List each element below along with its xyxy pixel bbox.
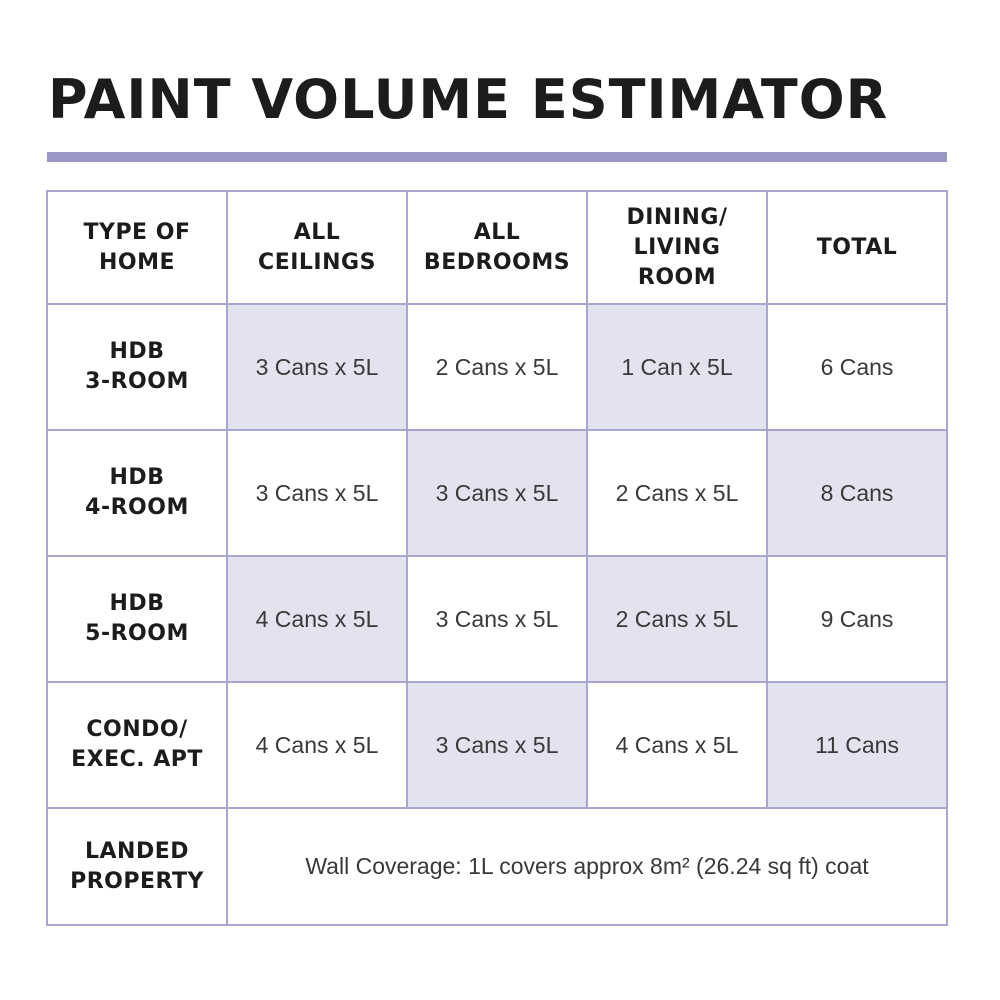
- cell-ceilings: 4 Cans x 5L: [227, 556, 407, 682]
- row-label-line: 5-ROOM: [85, 621, 189, 646]
- cell-dining-living: 1 Can x 5L: [587, 304, 767, 430]
- row-label-line: HDB: [109, 465, 165, 490]
- cell-bedrooms: 2 Cans x 5L: [407, 304, 587, 430]
- table-row-condo-exec-apt: [47, 682, 947, 808]
- header-line: TOTAL: [816, 234, 898, 260]
- row-label-line: 3-ROOM: [85, 369, 189, 394]
- cell-dining-living: 2 Cans x 5L: [587, 556, 767, 682]
- header-line: HOME: [98, 249, 176, 275]
- cell-total: 9 Cans: [767, 556, 947, 682]
- row-label-hdb-4-room: [47, 430, 227, 556]
- cell-bedrooms: 3 Cans x 5L: [407, 682, 587, 808]
- cell-dining-living: 2 Cans x 5L: [587, 430, 767, 556]
- title-underline: [47, 152, 947, 162]
- row-label-line: HDB: [109, 591, 165, 616]
- table-row-landed-property: [47, 808, 947, 925]
- header-all-ceilings: [227, 191, 407, 304]
- cell-bedrooms: 3 Cans x 5L: [407, 430, 587, 556]
- row-label-line: 4-ROOM: [85, 495, 189, 520]
- header-line: BEDROOMS: [423, 249, 571, 275]
- header-row: [47, 191, 947, 304]
- cell-dining-living: 4 Cans x 5L: [587, 682, 767, 808]
- cell-ceilings: 3 Cans x 5L: [227, 304, 407, 430]
- page-title: PAINT VOLUME ESTIMATOR: [48, 68, 889, 131]
- table-row-hdb-5-room: [47, 556, 947, 682]
- header-line: DINING/: [626, 204, 728, 230]
- header-all-bedrooms: [407, 191, 587, 304]
- row-label-hdb-3-room: [47, 304, 227, 430]
- row-label-line: LANDED: [84, 838, 189, 864]
- wall-coverage-note: Wall Coverage: 1L covers approx 8m² (26.24 sq ft) coat: [227, 808, 947, 925]
- header-dining-living-room: [587, 191, 767, 304]
- header-line: ALL: [473, 219, 521, 245]
- header-line: ALL: [293, 219, 341, 245]
- paint-estimator-table: [46, 190, 948, 926]
- cell-total: 11 Cans: [767, 682, 947, 808]
- header-line: ROOM: [637, 264, 717, 290]
- header-line: CEILINGS: [258, 249, 376, 275]
- row-label-line: PROPERTY: [70, 868, 204, 894]
- header-total: [767, 191, 947, 304]
- cell-bedrooms: 3 Cans x 5L: [407, 556, 587, 682]
- header-line: TYPE OF: [83, 219, 191, 245]
- row-label-line: EXEC. APT: [71, 747, 203, 772]
- header-type-of-home: [47, 191, 227, 304]
- row-label-landed-property: [47, 808, 227, 925]
- cell-ceilings: 3 Cans x 5L: [227, 430, 407, 556]
- row-label-line: CONDO/: [86, 717, 188, 742]
- row-label-line: HDB: [109, 339, 165, 364]
- cell-total: 6 Cans: [767, 304, 947, 430]
- cell-ceilings: 4 Cans x 5L: [227, 682, 407, 808]
- header-line: LIVING: [633, 234, 721, 260]
- cell-total: 8 Cans: [767, 430, 947, 556]
- row-label-hdb-5-room: [47, 556, 227, 682]
- row-label-condo-exec-apt: [47, 682, 227, 808]
- table-row-hdb-4-room: [47, 430, 947, 556]
- table-row-hdb-3-room: [47, 304, 947, 430]
